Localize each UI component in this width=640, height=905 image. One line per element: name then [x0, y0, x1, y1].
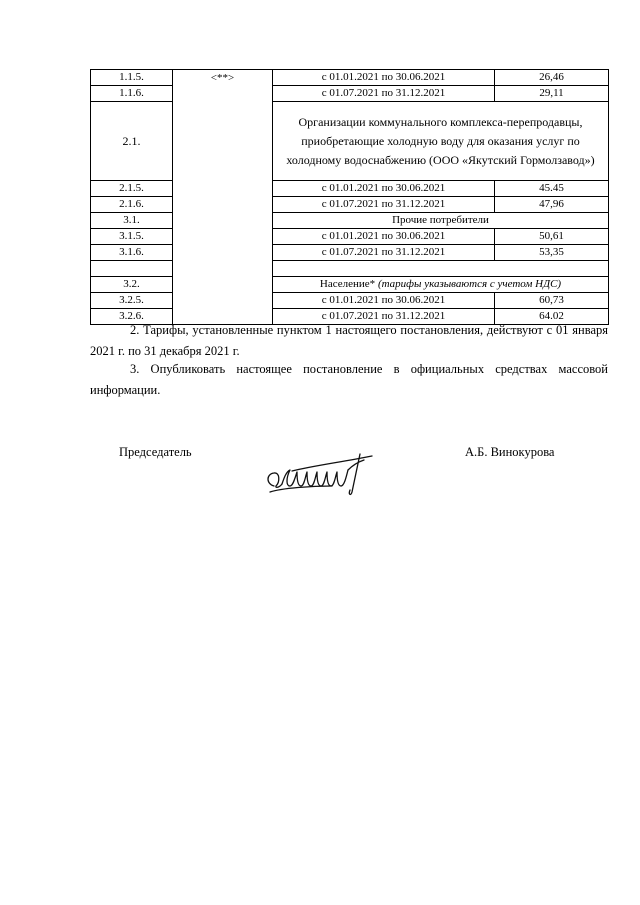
row-number: 3.2. — [91, 277, 173, 293]
signatory-name: А.Б. Винокурова — [465, 445, 555, 459]
tariff-value: 26,46 — [495, 70, 609, 86]
table-row — [91, 181, 609, 197]
tariff-value: 64.02 — [495, 309, 609, 325]
table-row — [91, 102, 609, 181]
group-heading — [273, 261, 609, 277]
period-cell: с 01.07.2021 по 31.12.2021 — [273, 309, 495, 325]
table-row — [91, 197, 609, 213]
table-row — [91, 293, 609, 309]
group-heading-note: (тарифы указываются с учетом НДС) — [377, 278, 562, 290]
row-number: 2.1.6. — [91, 197, 173, 213]
tariff-value: 45.45 — [495, 181, 609, 197]
row-number: 3.1.6. — [91, 245, 173, 261]
table-row — [91, 277, 609, 293]
row-number: 1.1.6. — [91, 86, 173, 102]
period-cell: с 01.07.2021 по 31.12.2021 — [273, 197, 495, 213]
paragraph-3-text: 3. Опубликовать настоящее постановление в официальных средствах массовой информации. — [90, 362, 608, 397]
period-cell: с 01.01.2021 по 30.06.2021 — [273, 293, 495, 309]
row-number: 2.1. — [91, 102, 173, 181]
tariff-value: 50,61 — [495, 229, 609, 245]
group-code-cell: <**> — [173, 70, 273, 325]
tariff-value: 53,35 — [495, 245, 609, 261]
paragraph-2 — [90, 320, 608, 362]
table-row — [91, 229, 609, 245]
tariff-value: 47,96 — [495, 197, 609, 213]
period-cell: с 01.07.2021 по 31.12.2021 — [273, 245, 495, 261]
tariff-value: 29,11 — [495, 86, 609, 102]
row-number: 3.1.5. — [91, 229, 173, 245]
paragraph-2-text: 2. Тарифы, установленные пунктом 1 настоящего постановления, действуют с 01 января 2021 г. по 31 декабря 2021 г. — [90, 323, 608, 358]
row-number: 2.1.5. — [91, 181, 173, 197]
tariff-table — [90, 69, 609, 325]
tariff-value: 60,73 — [495, 293, 609, 309]
group-heading: Прочие потребители — [273, 213, 609, 229]
row-number: 1.1.5. — [91, 70, 173, 86]
period-cell: с 01.01.2021 по 30.06.2021 — [273, 70, 495, 86]
row-number — [91, 261, 173, 277]
handwritten-signature — [262, 448, 392, 498]
paragraph-3 — [90, 359, 608, 401]
table-row — [91, 245, 609, 261]
group-heading — [273, 277, 609, 293]
period-cell: с 01.01.2021 по 30.06.2021 — [273, 181, 495, 197]
table-row — [91, 213, 609, 229]
signatory-title: Председатель — [119, 445, 192, 459]
row-number: 3.2.6. — [91, 309, 173, 325]
table-row — [91, 70, 609, 86]
group-heading: Организации коммунального комплекса-перепродавцы, приобретающие холодную воду для оказания услуг по холодному водоснабжению (ООО «Якутский Гормолзавод») — [273, 102, 609, 181]
row-number: 3.1. — [91, 213, 173, 229]
period-cell: с 01.07.2021 по 31.12.2021 — [273, 86, 495, 102]
table-row-empty — [91, 261, 609, 277]
row-number: 3.2.5. — [91, 293, 173, 309]
table-row — [91, 86, 609, 102]
period-cell: с 01.01.2021 по 30.06.2021 — [273, 229, 495, 245]
group-heading-label: Население* — [319, 278, 376, 290]
